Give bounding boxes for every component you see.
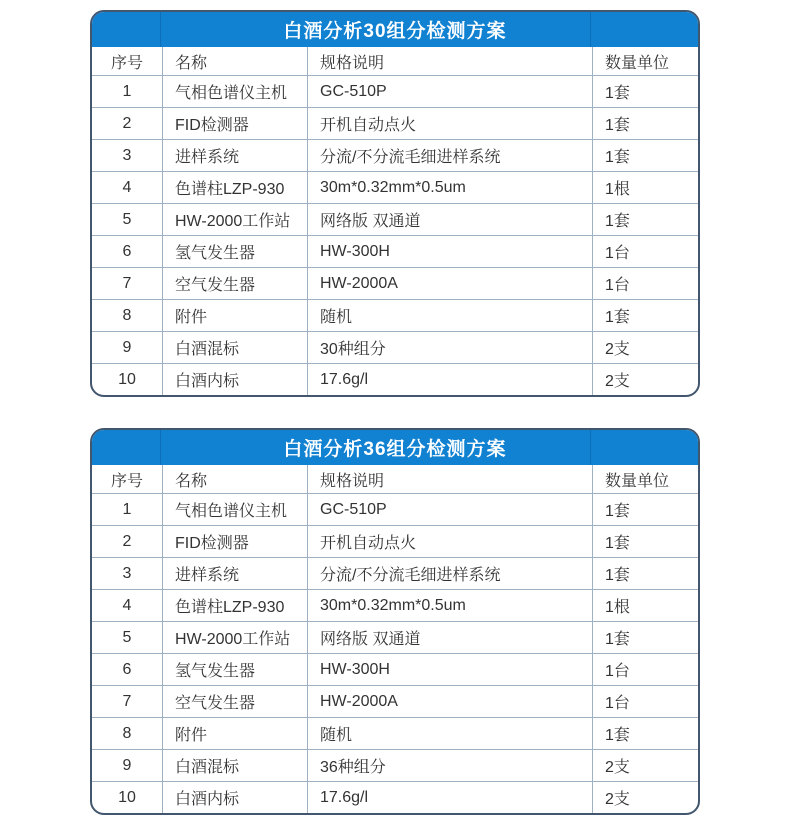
cell-seq: 3 <box>122 564 132 582</box>
cell-name: 进样系统 <box>162 558 307 589</box>
cell-seq: 8 <box>122 306 132 324</box>
table-row <box>92 363 698 395</box>
cell-seq: 8 <box>122 724 132 742</box>
cell-qty: 2支 <box>592 332 698 363</box>
cell-name: 色谱柱LZP-930 <box>162 172 307 203</box>
cell-qty: 1套 <box>592 108 698 139</box>
header-qty: 数量单位 <box>592 47 698 75</box>
table-header-row <box>92 465 698 493</box>
cell-seq: 2 <box>122 114 132 132</box>
cell-qty: 1套 <box>592 558 698 589</box>
table-row <box>92 589 698 621</box>
cell-spec: 分流/不分流毛细进样系统 <box>307 558 592 589</box>
table-row <box>92 749 698 781</box>
cell-seq: 4 <box>122 178 132 196</box>
cell-qty: 1根 <box>592 590 698 621</box>
cell-name: 白酒内标 <box>162 782 307 813</box>
cell-name: FID检测器 <box>162 108 307 139</box>
cell-name: HW-2000工作站 <box>162 622 307 653</box>
plan-table-36-title-bar <box>92 430 698 465</box>
cell-name: 附件 <box>162 718 307 749</box>
cell-seq: 2 <box>122 532 132 550</box>
cell-qty: 2支 <box>592 782 698 813</box>
cell-seq: 6 <box>122 242 132 260</box>
cell-qty: 2支 <box>592 364 698 395</box>
table-row <box>92 621 698 653</box>
cell-spec: 17.6g/l <box>307 364 592 395</box>
cell-qty: 2支 <box>592 750 698 781</box>
cell-spec: GC-510P <box>307 76 592 107</box>
cell-seq: 1 <box>122 500 132 518</box>
table-row <box>92 235 698 267</box>
table-row <box>92 107 698 139</box>
cell-qty: 1根 <box>592 172 698 203</box>
cell-spec: 网络版 双通道 <box>307 204 592 235</box>
table-body <box>92 493 698 813</box>
cell-name: FID检测器 <box>162 526 307 557</box>
cell-name: 进样系统 <box>162 140 307 171</box>
cell-name: 白酒内标 <box>162 364 307 395</box>
cell-qty: 1台 <box>592 686 698 717</box>
table-row <box>92 557 698 589</box>
cell-spec: 随机 <box>307 300 592 331</box>
cell-spec: 随机 <box>307 718 592 749</box>
cell-spec: HW-2000A <box>307 686 592 717</box>
cell-seq: 7 <box>122 692 132 710</box>
header-spec: 规格说明 <box>307 47 592 75</box>
cell-qty: 1台 <box>592 236 698 267</box>
cell-spec: 网络版 双通道 <box>307 622 592 653</box>
plan-table-30-title-bar <box>92 12 698 47</box>
table-row <box>92 203 698 235</box>
cell-name: 气相色谱仪主机 <box>162 494 307 525</box>
cell-spec: HW-2000A <box>307 268 592 299</box>
cell-spec: 36种组分 <box>307 750 592 781</box>
table-row <box>92 685 698 717</box>
plan-table-36-title: 白酒分析36组分检测方案 <box>283 439 507 460</box>
cell-qty: 1套 <box>592 622 698 653</box>
cell-seq: 10 <box>118 370 136 388</box>
cell-name: 氢气发生器 <box>162 654 307 685</box>
cell-name: 氢气发生器 <box>162 236 307 267</box>
cell-spec: 30m*0.32mm*0.5um <box>307 590 592 621</box>
table-row <box>92 331 698 363</box>
cell-name: 空气发生器 <box>162 686 307 717</box>
cell-seq: 1 <box>122 82 132 100</box>
cell-name: 白酒混标 <box>162 332 307 363</box>
plan-table-36 <box>90 428 700 815</box>
title-divider <box>160 12 161 47</box>
title-divider <box>590 430 591 465</box>
cell-qty: 1套 <box>592 76 698 107</box>
cell-seq: 7 <box>122 274 132 292</box>
cell-name: 气相色谱仪主机 <box>162 76 307 107</box>
table-row <box>92 267 698 299</box>
cell-spec: 17.6g/l <box>307 782 592 813</box>
cell-spec: 30种组分 <box>307 332 592 363</box>
cell-name: 色谱柱LZP-930 <box>162 590 307 621</box>
header-name: 名称 <box>162 47 307 75</box>
table-row <box>92 717 698 749</box>
plan-table-30 <box>90 10 700 397</box>
cell-spec: HW-300H <box>307 654 592 685</box>
cell-spec: 30m*0.32mm*0.5um <box>307 172 592 203</box>
cell-seq: 3 <box>122 146 132 164</box>
title-divider <box>590 12 591 47</box>
table-row <box>92 493 698 525</box>
title-divider <box>160 430 161 465</box>
cell-seq: 9 <box>122 756 132 774</box>
table-header-row <box>92 47 698 75</box>
header-spec: 规格说明 <box>307 465 592 493</box>
cell-qty: 1台 <box>592 654 698 685</box>
cell-seq: 9 <box>122 338 132 356</box>
cell-qty: 1台 <box>592 268 698 299</box>
cell-name: HW-2000工作站 <box>162 204 307 235</box>
cell-seq: 4 <box>122 596 132 614</box>
cell-spec: HW-300H <box>307 236 592 267</box>
cell-seq: 6 <box>122 660 132 678</box>
cell-seq: 5 <box>122 210 132 228</box>
table-body <box>92 75 698 395</box>
cell-spec: 分流/不分流毛细进样系统 <box>307 140 592 171</box>
table-row <box>92 653 698 685</box>
table-row <box>92 299 698 331</box>
header-name: 名称 <box>162 465 307 493</box>
cell-qty: 1套 <box>592 204 698 235</box>
cell-qty: 1套 <box>592 300 698 331</box>
cell-spec: GC-510P <box>307 494 592 525</box>
table-row <box>92 75 698 107</box>
cell-qty: 1套 <box>592 526 698 557</box>
cell-qty: 1套 <box>592 494 698 525</box>
cell-spec: 开机自动点火 <box>307 526 592 557</box>
cell-qty: 1套 <box>592 140 698 171</box>
header-seq: 序号 <box>110 54 143 72</box>
cell-seq: 10 <box>118 788 136 806</box>
cell-name: 空气发生器 <box>162 268 307 299</box>
cell-qty: 1套 <box>592 718 698 749</box>
header-qty: 数量单位 <box>592 465 698 493</box>
cell-spec: 开机自动点火 <box>307 108 592 139</box>
cell-name: 白酒混标 <box>162 750 307 781</box>
plan-table-30-title: 白酒分析30组分检测方案 <box>283 21 507 42</box>
table-row <box>92 171 698 203</box>
table-row <box>92 139 698 171</box>
header-seq: 序号 <box>110 472 143 490</box>
cell-name: 附件 <box>162 300 307 331</box>
cell-seq: 5 <box>122 628 132 646</box>
table-row <box>92 781 698 813</box>
table-row <box>92 525 698 557</box>
